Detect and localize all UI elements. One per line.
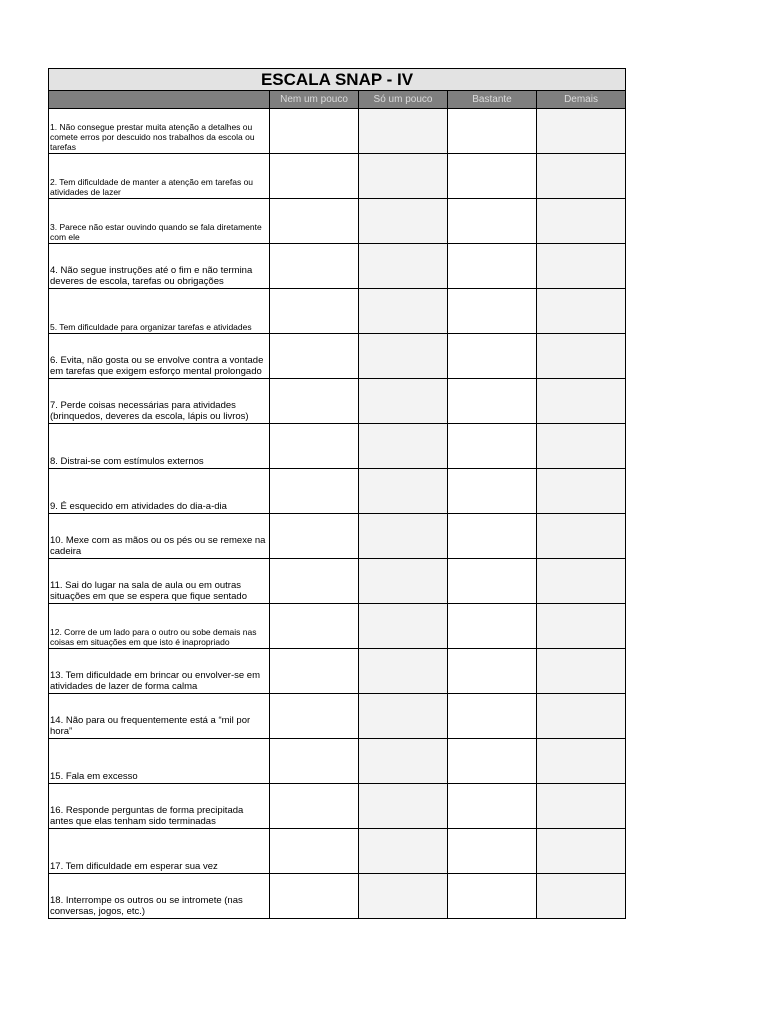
answer-cell-bastante[interactable] [448, 739, 537, 784]
answer-cell-so-um-pouco[interactable] [359, 424, 448, 469]
answer-cell-bastante[interactable] [448, 829, 537, 874]
table-row [49, 739, 626, 784]
answer-cell-so-um-pouco[interactable] [359, 379, 448, 424]
answer-cell-so-um-pouco[interactable] [359, 199, 448, 244]
answer-cell-demais[interactable] [537, 694, 626, 739]
form-title: ESCALA SNAP - IV [49, 69, 626, 91]
table-row [49, 694, 626, 739]
table-row [49, 334, 626, 379]
table-row [49, 649, 626, 694]
answer-cell-nem-um-pouco[interactable] [270, 334, 359, 379]
question-text: 18. Interrompe os outros ou se intromete (nas conversas, jogos, etc.) [49, 874, 270, 919]
answer-cell-nem-um-pouco[interactable] [270, 829, 359, 874]
column-header-so-um-pouco: Só um pouco [359, 91, 448, 109]
answer-cell-nem-um-pouco[interactable] [270, 154, 359, 199]
answer-cell-demais[interactable] [537, 604, 626, 649]
answer-cell-so-um-pouco[interactable] [359, 784, 448, 829]
column-header-bastante: Bastante [448, 91, 537, 109]
answer-cell-demais[interactable] [537, 154, 626, 199]
answer-cell-demais[interactable] [537, 424, 626, 469]
answer-cell-so-um-pouco[interactable] [359, 469, 448, 514]
answer-cell-demais[interactable] [537, 559, 626, 604]
answer-cell-nem-um-pouco[interactable] [270, 424, 359, 469]
answer-cell-nem-um-pouco[interactable] [270, 739, 359, 784]
question-text: 5. Tem dificuldade para organizar tarefas e atividades [49, 289, 270, 334]
answer-cell-demais[interactable] [537, 874, 626, 919]
answer-cell-demais[interactable] [537, 109, 626, 154]
answer-cell-so-um-pouco[interactable] [359, 694, 448, 739]
question-text: 8. Distrai-se com estímulos externos [49, 424, 270, 469]
question-text: 17. Tem dificuldade em esperar sua vez [49, 829, 270, 874]
answer-cell-so-um-pouco[interactable] [359, 604, 448, 649]
question-text: 1. Não consegue prestar muita atenção a detalhes ou comete erros por descuido nos trabalhos da escola ou tarefas [49, 109, 270, 154]
answer-cell-demais[interactable] [537, 244, 626, 289]
question-text: 15. Fala em excesso [49, 739, 270, 784]
answer-cell-bastante[interactable] [448, 244, 537, 289]
table-row [49, 829, 626, 874]
table-row [49, 424, 626, 469]
answer-cell-bastante[interactable] [448, 694, 537, 739]
table-row [49, 379, 626, 424]
table-row [49, 289, 626, 334]
answer-cell-bastante[interactable] [448, 469, 537, 514]
answer-cell-demais[interactable] [537, 199, 626, 244]
answer-cell-nem-um-pouco[interactable] [270, 649, 359, 694]
answer-cell-nem-um-pouco[interactable] [270, 604, 359, 649]
answer-cell-bastante[interactable] [448, 334, 537, 379]
answer-cell-so-um-pouco[interactable] [359, 829, 448, 874]
answer-cell-demais[interactable] [537, 379, 626, 424]
table-row [49, 784, 626, 829]
answer-cell-bastante[interactable] [448, 154, 537, 199]
answer-cell-bastante[interactable] [448, 379, 537, 424]
question-text: 7. Perde coisas necessárias para atividades (brinquedos, deveres da escola, lápis ou livros) [49, 379, 270, 424]
answer-cell-so-um-pouco[interactable] [359, 514, 448, 559]
question-text: 13. Tem dificuldade em brincar ou envolver-se em atividades de lazer de forma calma [49, 649, 270, 694]
answer-cell-nem-um-pouco[interactable] [270, 109, 359, 154]
column-header-row [49, 91, 626, 109]
answer-cell-nem-um-pouco[interactable] [270, 514, 359, 559]
table-row [49, 559, 626, 604]
snap-iv-table [48, 68, 626, 919]
answer-cell-demais[interactable] [537, 514, 626, 559]
answer-cell-nem-um-pouco[interactable] [270, 784, 359, 829]
question-text: 12. Corre de um lado para o outro ou sobe demais nas coisas em situações em que isto é inapropriado [49, 604, 270, 649]
answer-cell-bastante[interactable] [448, 424, 537, 469]
question-text: 14. Não para ou frequentemente está a “mil por hora” [49, 694, 270, 739]
answer-cell-bastante[interactable] [448, 649, 537, 694]
answer-cell-so-um-pouco[interactable] [359, 109, 448, 154]
answer-cell-nem-um-pouco[interactable] [270, 874, 359, 919]
answer-cell-nem-um-pouco[interactable] [270, 289, 359, 334]
answer-cell-bastante[interactable] [448, 784, 537, 829]
answer-cell-demais[interactable] [537, 829, 626, 874]
answer-cell-bastante[interactable] [448, 604, 537, 649]
answer-cell-so-um-pouco[interactable] [359, 289, 448, 334]
table-row [49, 514, 626, 559]
question-text: 16. Responde perguntas de forma precipitada antes que elas tenham sido terminadas [49, 784, 270, 829]
table-row [49, 244, 626, 289]
answer-cell-so-um-pouco[interactable] [359, 649, 448, 694]
answer-cell-demais[interactable] [537, 334, 626, 379]
table-row [49, 874, 626, 919]
column-header-demais: Demais [537, 91, 626, 109]
answer-cell-bastante[interactable] [448, 289, 537, 334]
question-text: 9. É esquecido em atividades do dia-a-dia [49, 469, 270, 514]
answer-cell-nem-um-pouco[interactable] [270, 559, 359, 604]
answer-cell-nem-um-pouco[interactable] [270, 469, 359, 514]
answer-cell-so-um-pouco[interactable] [359, 334, 448, 379]
answer-cell-nem-um-pouco[interactable] [270, 694, 359, 739]
answer-cell-so-um-pouco[interactable] [359, 559, 448, 604]
table-row [49, 154, 626, 199]
answer-cell-bastante[interactable] [448, 559, 537, 604]
question-text: 4. Não segue instruções até o fim e não termina deveres de escola, tarefas ou obrigações [49, 244, 270, 289]
column-header-nem-um-pouco: Nem um pouco [270, 91, 359, 109]
table-row [49, 199, 626, 244]
answer-cell-so-um-pouco[interactable] [359, 874, 448, 919]
answer-cell-so-um-pouco[interactable] [359, 739, 448, 784]
answer-cell-bastante[interactable] [448, 199, 537, 244]
table-row [49, 604, 626, 649]
answer-cell-so-um-pouco[interactable] [359, 154, 448, 199]
snap-iv-form [48, 68, 626, 919]
question-text: 11. Sai do lugar na sala de aula ou em outras situações em que se espera que fique sentado [49, 559, 270, 604]
answer-cell-demais[interactable] [537, 739, 626, 784]
answer-cell-nem-um-pouco[interactable] [270, 244, 359, 289]
answer-cell-demais[interactable] [537, 469, 626, 514]
answer-cell-demais[interactable] [537, 649, 626, 694]
answer-cell-demais[interactable] [537, 289, 626, 334]
table-row [49, 469, 626, 514]
question-text: 6. Evita, não gosta ou se envolve contra a vontade em tarefas que exigem esforço mental prolongado [49, 334, 270, 379]
answer-cell-nem-um-pouco[interactable] [270, 199, 359, 244]
answer-cell-bastante[interactable] [448, 514, 537, 559]
table-row [49, 109, 626, 154]
answer-cell-bastante[interactable] [448, 874, 537, 919]
answer-cell-nem-um-pouco[interactable] [270, 379, 359, 424]
question-column-header [49, 91, 270, 109]
answer-cell-so-um-pouco[interactable] [359, 244, 448, 289]
answer-cell-demais[interactable] [537, 784, 626, 829]
question-text: 2. Tem dificuldade de manter a atenção em tarefas ou atividades de lazer [49, 154, 270, 199]
question-text: 3. Parece não estar ouvindo quando se fala diretamente com ele [49, 199, 270, 244]
question-text: 10. Mexe com as mãos ou os pés ou se remexe na cadeira [49, 514, 270, 559]
answer-cell-bastante[interactable] [448, 109, 537, 154]
